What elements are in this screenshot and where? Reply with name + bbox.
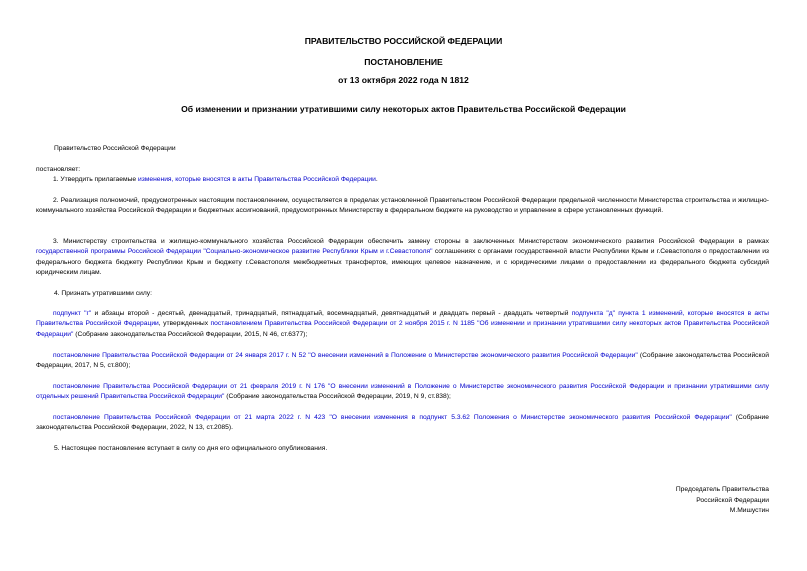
signature-block [676,485,769,517]
link-state-program[interactable]: государственной программы Российской Федерации "Социально-экономическое развитие Республики Крым и г.Севастополя" [36,248,433,256]
repeal-item-4 [36,413,769,434]
link-decree-423[interactable]: постановление Правительства Российской Федерации от 21 марта 2022 г. N 423 "О внесении изменения в подпункт 5.3.62 Положения о Министерстве экономического развития Российской Федерации" [53,414,732,421]
repeal-item-1-source: (Собрание законодательства Российской Федерации, 2015, N 46, ст.6377); [73,330,308,338]
decrees-text: постановляет: [36,166,81,173]
repeal-item-1-text: и абзацы второй - десятый, двенадцатый, тринадцатый, пятнадцатый, восемнадцатый, девятнадцатый и двадцать первый - двадцать четвертый [91,310,572,317]
repeal-item-2-source: (Собрание законодательства Российской Федерации, 2017, N 5, ст.800); [36,352,769,370]
link-decree-176[interactable]: постановление Правительства Российской Федерации от 21 февраля 2019 г. N 176 "О внесении изменений в Положение о Министерстве экономического развития Российской Федерации и признании утратившими силу отдельных решений Правительства Российской Федерации" [36,383,769,401]
paragraph-3-end: соглашениях с органами государственной власти Республики Крым и г.Севастополя о предоставлении из федерального бюджета бюджету Республики Крым и бюджету г.Севастополя межбюджетных трансфертов, имеющих целевое назначение, и с юридическими лицами о предоставлении из федерального бюджета субсидий юридическим лицам. [36,248,769,277]
repeal-item-3 [36,382,769,403]
signature-position: Председатель Правительства [675,486,769,493]
document-type: ПОСТАНОВЛЕНИЕ [364,57,443,67]
paragraph-1 [36,175,769,185]
repeal-item-3-source: (Собрание законодательства Российской Федерации, 2019, N 9, ст.838); [224,393,451,401]
government-heading: ПРАВИТЕЛЬСТВО РОССИЙСКОЙ ФЕДЕРАЦИИ [304,36,503,46]
repeal-item-4-source: (Собрание законодательства Российской Федерации, 2022, N 13, ст.2085). [36,414,769,432]
paragraph-2: 2. Реализация полномочий, предусмотренных настоящим постановлением, осуществляется в пределах установленной Правительством Российской Федерации предельной численности Министерства строительства и жилищно-коммунального хозяйства Российской Федерации и бюджетных ассигнований, предусмотренных Министерству в федеральном бюджете на руководство и управление в сфере установленных функций. [36,197,769,215]
intro-text: Правительство Российской Федерации [54,145,176,152]
repeal-item-1-text-2: , утвержденных [158,320,211,328]
paragraph-5: 5. Настоящее постановление вступает в силу со дня его официального опубликования. [54,445,328,452]
link-subparagraph-d[interactable]: подпункта "д" пункта 1 изменений, которые вносятся в акты Правительства Российской Федерации [36,310,769,328]
link-decree-1185[interactable]: постановлением Правительства Российской Федерации от 2 ноября 2015 г. N 1185 "Об изменении и признании утратившими силу некоторых актов Правительства Российской Федерации" [36,320,769,338]
signature-country: Российской Федерации [696,496,769,504]
link-subparagraph-g[interactable]: подпункт "г" [53,310,92,317]
signature-name: М.Мишустин [729,507,769,515]
paragraph-1-end: . [375,176,378,183]
paragraph-4: 4. Признать утратившими силу: [54,290,152,297]
link-decree-52[interactable]: постановление Правительства Российской Федерации от 24 января 2017 г. N 52 "О внесении изменений в Положение о Министерстве экономического развития Российской Федерации" [53,352,638,359]
date-and-number: от 13 октября 2022 года N 1812 [338,75,469,85]
paragraph-3-text: 3. Министерству строительства и жилищно-коммунального хозяйства Российской Федерации обеспечить замену стороны в заключенных Министерством экономического развития Российской Федерации в рамках [53,238,769,245]
repeal-item-1 [36,309,769,340]
paragraph-1-text: 1. Утвердить прилагаемые [53,176,138,183]
repeal-item-2 [36,351,769,372]
paragraph-3 [36,237,769,279]
document-title: Об изменении и признании утратившими силу некоторых актов Правительства Российской Федерации [181,104,626,114]
link-changes[interactable]: изменения, которые вносятся в акты Правительства Российской Федерации [137,176,376,183]
